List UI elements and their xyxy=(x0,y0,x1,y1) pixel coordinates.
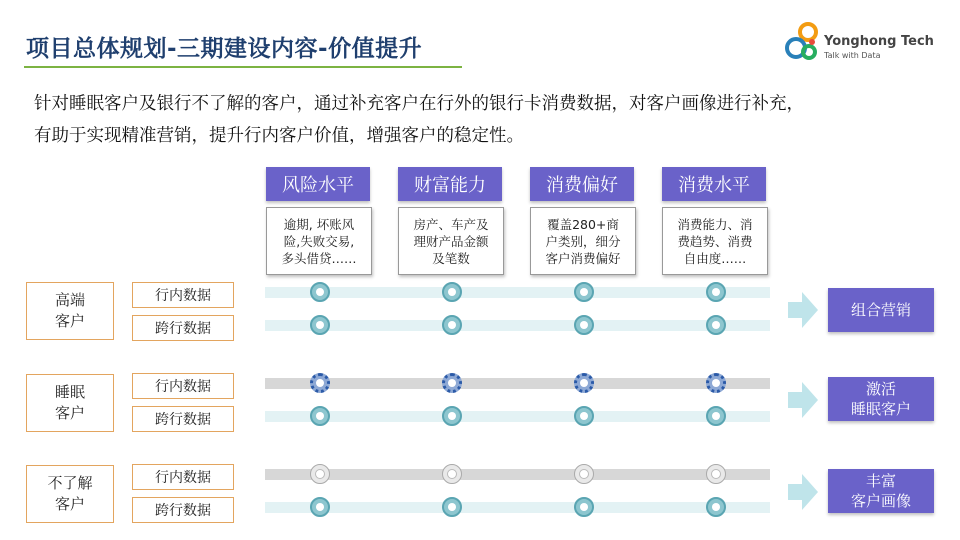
segment-premium xyxy=(26,282,114,340)
category-desc xyxy=(530,207,636,275)
result-combined-marketing xyxy=(828,288,934,332)
circle-node-icon xyxy=(310,315,330,335)
circle-node-icon xyxy=(442,406,462,426)
page-title: 项目总体规划-三期建设内容-价值提升 xyxy=(26,36,423,62)
category-preference: 消费偏好 xyxy=(530,167,634,201)
segment-label: 睡眠 客户 xyxy=(54,383,85,422)
category-risk: 风险水平 xyxy=(266,167,370,201)
data-track xyxy=(265,469,770,480)
circle-node-icon xyxy=(310,464,330,484)
circle-node-icon xyxy=(574,497,594,517)
right-arrow-icon xyxy=(788,382,818,418)
logo-tagline: Talk with Data xyxy=(824,51,881,60)
logo-rings-icon xyxy=(782,20,822,70)
category-desc xyxy=(266,207,372,275)
circle-node-icon xyxy=(442,315,462,335)
circle-node-icon xyxy=(706,406,726,426)
circle-node-icon xyxy=(706,315,726,335)
category-desc-text: 房产、车产及 理财产品金额 及笔数 xyxy=(413,216,489,266)
logo xyxy=(782,18,942,74)
category-desc-text: 覆盖280+商 户类别，细分 客户消费偏好 xyxy=(545,216,621,266)
category-desc-text: 逾期, 坏账风 险,失败交易, 多头借贷…… xyxy=(281,216,357,266)
data-track xyxy=(265,502,770,513)
circle-node-icon xyxy=(442,497,462,517)
title-underline xyxy=(24,66,462,68)
circle-node-icon xyxy=(574,406,594,426)
right-arrow-icon xyxy=(788,474,818,510)
circle-node-icon xyxy=(442,464,462,484)
intro-line: 有助于实现精准营销，提升行内客户价值，增强客户的稳定性。 xyxy=(34,126,524,146)
category-desc xyxy=(662,207,768,275)
circle-node-icon xyxy=(706,497,726,517)
circle-node-icon xyxy=(574,464,594,484)
logo-name: Yonghong Tech xyxy=(824,34,934,49)
result-activate-dormant xyxy=(828,377,934,421)
result-enrich-profile xyxy=(828,469,934,513)
circle-node-icon xyxy=(310,406,330,426)
circle-node-icon xyxy=(574,315,594,335)
category-wealth: 财富能力 xyxy=(398,167,502,201)
result-label: 组合营销 xyxy=(850,301,911,319)
segment-unknown xyxy=(26,465,114,523)
data-track xyxy=(265,320,770,331)
data-track xyxy=(265,378,770,389)
category-desc-text: 消费能力、消 费趋势、消费 自由度…… xyxy=(677,216,753,266)
category-desc xyxy=(398,207,504,275)
source-internal: 行内数据 xyxy=(132,282,234,308)
source-cross-bank: 跨行数据 xyxy=(132,406,234,432)
intro-text xyxy=(34,88,894,152)
data-track xyxy=(265,411,770,422)
intro-line: 针对睡眠客户及银行不了解的客户，通过补充客户在行外的银行卡消费数据，对客户画像进行补充， xyxy=(34,94,804,114)
circle-node-icon xyxy=(442,282,462,302)
segment-label: 不了解 客户 xyxy=(47,474,93,513)
right-arrow-icon xyxy=(788,292,818,328)
circle-node-icon xyxy=(574,373,594,393)
circle-node-icon xyxy=(310,282,330,302)
circle-node-icon xyxy=(706,464,726,484)
circle-node-icon xyxy=(310,373,330,393)
circle-node-icon xyxy=(442,373,462,393)
segment-label: 高端 客户 xyxy=(54,291,85,330)
circle-node-icon xyxy=(706,373,726,393)
source-internal: 行内数据 xyxy=(132,373,234,399)
category-level: 消费水平 xyxy=(662,167,766,201)
source-cross-bank: 跨行数据 xyxy=(132,497,234,523)
data-track xyxy=(265,287,770,298)
circle-node-icon xyxy=(574,282,594,302)
source-internal: 行内数据 xyxy=(132,464,234,490)
result-label: 丰富 客户画像 xyxy=(850,472,911,510)
circle-node-icon xyxy=(706,282,726,302)
segment-dormant xyxy=(26,374,114,432)
result-label: 激活 睡眠客户 xyxy=(850,380,911,418)
circle-node-icon xyxy=(310,497,330,517)
source-cross-bank: 跨行数据 xyxy=(132,315,234,341)
